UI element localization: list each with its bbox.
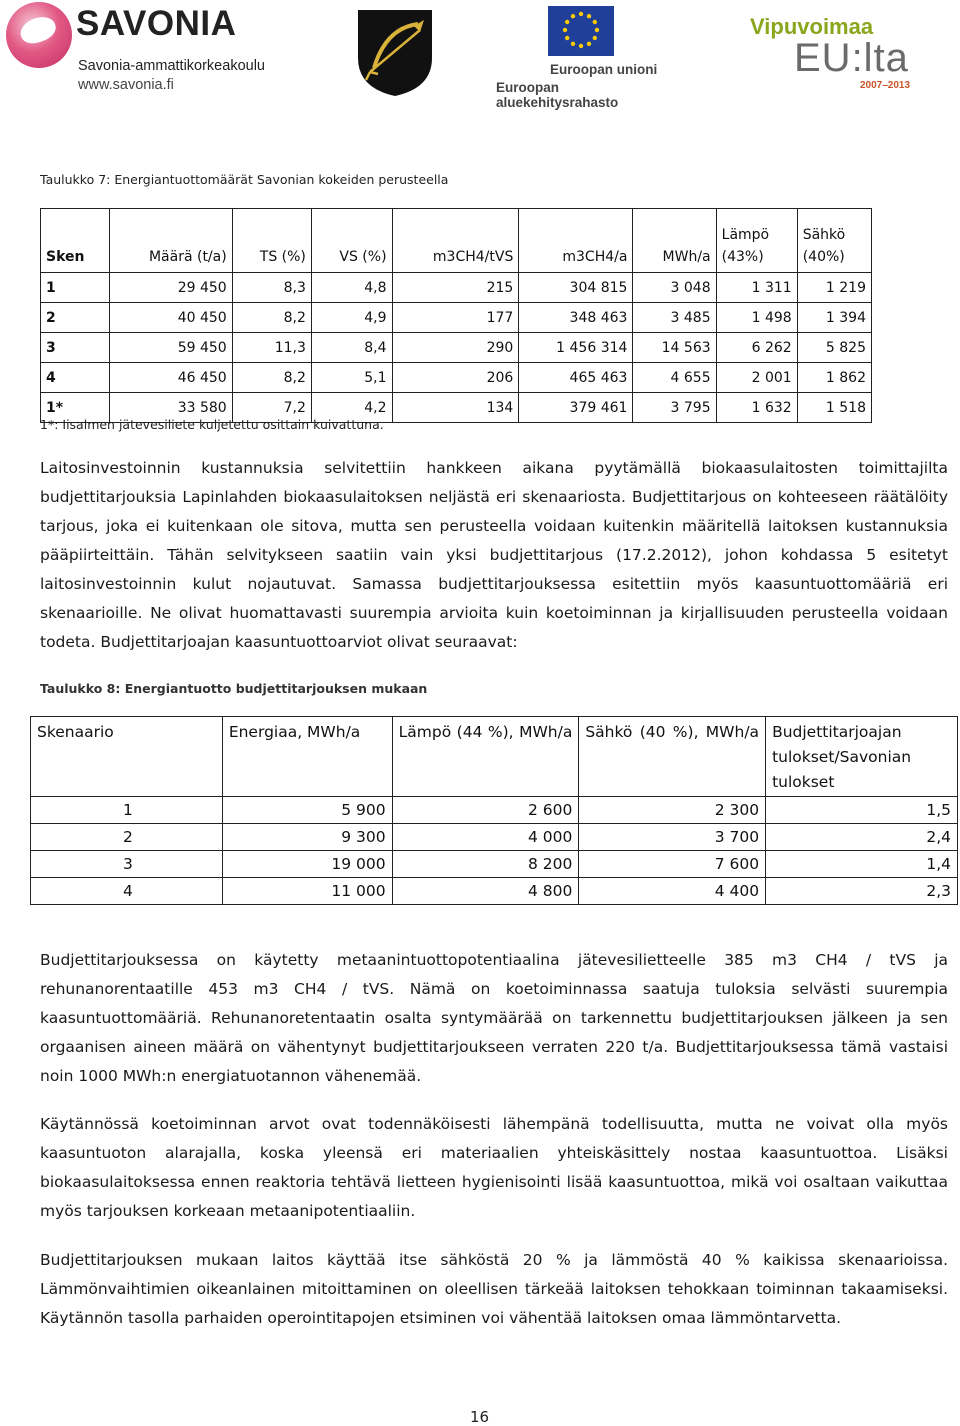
table-cell: 1 862 (797, 363, 871, 393)
table-cell: 2 300 (579, 797, 766, 824)
table-cell: 11 000 (222, 878, 392, 905)
table-cell: 1 (31, 797, 223, 824)
eu-fund-text: Euroopan aluekehitysrahasto (496, 80, 619, 110)
table-cell: 1,4 (766, 851, 958, 878)
table-row (41, 273, 872, 303)
table-cell: 29 450 (109, 273, 232, 303)
coat-of-arms-icon (356, 8, 434, 98)
eu-flag-icon (548, 6, 614, 56)
savonia-subtitle: Savonia-ammattikorkeakoulu (78, 58, 265, 74)
table-cell: 8,2 (232, 303, 311, 333)
table-cell: 4 800 (392, 878, 579, 905)
eu-logo (492, 4, 682, 110)
col-header (797, 209, 871, 273)
table-cell: 1 632 (716, 393, 797, 423)
table-cell: 11,3 (232, 333, 311, 363)
vip-eu: EU:lta (794, 36, 909, 80)
col-header (716, 209, 797, 273)
paragraph-1: Laitosinvestoinnin kustannuksia selvitettiin hankkeen aikana pyytämällä biokaasulaitosten toimittajilta budjettitarjouksia Lapinlahden biokaasulaitoksen neljästä eri skenaariosta. Budjettitarjous on kohteeseen räätälöity tarjous, joka ei kuitenkaan ole sitova, mutta sen perusteella voidaan kuitenkin määritellä laitoksen kustannuksia pääpiirteittäin. Tähän selvitykseen saatiin vain yksi budjettitarjous (17.2.2012), johon kohdassa 5 esitetyt laitosinvestoinnin kulut nojautuvat. Samassa budjettitarjouksessa esitettiin myös kaasuntuottomääriä eri skenaarioille. Ne olivat huomattavasti suurempia arvioita kuin koetoiminnan ja kirjallisuuden perusteella voidaan todeta. Budjettitarjoajan kaasuntuottoarviot olivat seuraavat: (40, 459, 948, 651)
table-cell: 3 048 (633, 273, 716, 303)
table-cell: 348 463 (519, 303, 633, 333)
table-cell: 8,3 (232, 273, 311, 303)
col-header-sub: (40%) (802, 249, 845, 265)
table-cell: 4 (31, 878, 223, 905)
col-header: Budjettitarjoajan tulokset/Savonian tulokset (766, 717, 958, 797)
table-cell: 19 000 (222, 851, 392, 878)
table2-caption: Taulukko 8: Energiantuotto budjettitarjouksen mukaan (40, 681, 428, 696)
table-cell: 7 600 (579, 851, 766, 878)
table-cell: 2,3 (766, 878, 958, 905)
table-cell: 1 498 (716, 303, 797, 333)
table1-note: 1*: Iisalmen jätevesiliete kuljetettu osittain kuivattuna. (40, 417, 384, 432)
table-cell: 5 900 (222, 797, 392, 824)
table-cell: 8 200 (392, 851, 579, 878)
paragraph-4: Budjettitarjouksen mukaan laitos käyttää itse sähköstä 20 % ja lämmöstä 40 % kaikissa skenaarioissa. Lämmönvaihtimien oikeanlainen mitoittaminen on oleellisen tärkeää laitoksen tehokkaan toiminnan takaamiseksi. Käytännön tasolla parhaiden operointitapojen etsiminen voi vähentää laitoksen omaa lämmöntarvetta. (40, 1251, 948, 1327)
energy-table-1 (40, 208, 872, 423)
table-cell: 1 518 (797, 393, 871, 423)
table-cell: 9 300 (222, 824, 392, 851)
table-cell: 1,5 (766, 797, 958, 824)
table-cell: 40 450 (109, 303, 232, 333)
page-number: 16 (470, 1408, 490, 1426)
table1-caption: Taulukko 7: Energiantuottomäärät Savonian kokeiden perusteella (40, 172, 449, 187)
table-cell: 304 815 (519, 273, 633, 303)
table-header-row (31, 717, 958, 797)
table-cell: 14 563 (633, 333, 716, 363)
table-cell: 59 450 (109, 333, 232, 363)
savonia-name: SAVONIA (76, 4, 237, 43)
col-header-sub: (43%) (721, 249, 764, 265)
vip-title: Vipuvoimaa (750, 14, 874, 39)
table-cell: 1 219 (797, 273, 871, 303)
col-header-main: Sähkö (802, 227, 846, 243)
savonia-logo (4, 2, 324, 102)
energy-table-2 (30, 716, 958, 905)
table-row (31, 824, 958, 851)
table-cell: 5,1 (311, 363, 392, 393)
table-row (41, 303, 872, 333)
table-cell: 3 (31, 851, 223, 878)
savonia-logo-icon (6, 2, 72, 68)
col-header: m3CH4/a (519, 209, 633, 273)
col-header: Lämpö (44 %), MWh/a (392, 717, 579, 797)
table-header-row (41, 209, 872, 273)
table-cell: 4 400 (579, 878, 766, 905)
col-header: MWh/a (633, 209, 716, 273)
savonia-url: www.savonia.fi (78, 77, 174, 93)
col-header: Sken (41, 209, 110, 273)
table-cell: 2 001 (716, 363, 797, 393)
table-cell: 379 461 (519, 393, 633, 423)
table-cell: 1* (41, 393, 110, 423)
table-cell: 4 (41, 363, 110, 393)
table-cell: 4,2 (311, 393, 392, 423)
table-cell: 3 (41, 333, 110, 363)
table-cell: 2 600 (392, 797, 579, 824)
col-header: m3CH4/tVS (392, 209, 519, 273)
col-header: Skenaario (31, 717, 223, 797)
col-header: TS (%) (232, 209, 311, 273)
paragraph-3: Käytännössä koetoiminnan arvot ovat todennäköisesti lähempänä todellisuutta, mutta ne voivat olla myös kaasuntuoton alarajalla, koska yleensä eri materiaalien yhteiskäsittely nostaa kaasuntuottoa. Lisäksi biokaasulaitoksessa ennen reaktoria tehtävä lietteen hygienisointi lisää kaasuntuottoa, mikä voi osaltaan vaikuttaa myös tarjouksen korkeaan metaanipotentiaaliin. (40, 1115, 948, 1220)
table-row (31, 851, 958, 878)
table-cell: 1 (41, 273, 110, 303)
table-cell: 290 (392, 333, 519, 363)
table-row (41, 363, 872, 393)
table-cell: 3 700 (579, 824, 766, 851)
vipuvoimaa-logo (750, 14, 960, 94)
table-cell: 8,2 (232, 363, 311, 393)
col-header: Sähkö (40 %), MWh/a (579, 717, 766, 797)
table-cell: 4,8 (311, 273, 392, 303)
col-header: VS (%) (311, 209, 392, 273)
table-cell: 4 000 (392, 824, 579, 851)
table-cell: 7,2 (232, 393, 311, 423)
table-cell: 1 456 314 (519, 333, 633, 363)
table-cell: 2,4 (766, 824, 958, 851)
table-cell: 4 655 (633, 363, 716, 393)
col-header: Määrä (t/a) (109, 209, 232, 273)
table-cell: 177 (392, 303, 519, 333)
table-cell: 3 795 (633, 393, 716, 423)
table-cell: 5 825 (797, 333, 871, 363)
table-cell: 465 463 (519, 363, 633, 393)
table-cell: 6 262 (716, 333, 797, 363)
table-cell: 2 (41, 303, 110, 333)
table-cell: 215 (392, 273, 519, 303)
table-cell: 8,4 (311, 333, 392, 363)
table-cell: 134 (392, 393, 519, 423)
paragraph-2: Budjettitarjouksessa on käytetty metaanintuottopotentiaalina jätevesilietteelle 385 m3 CH4 / tVS ja rehunanorentaatille 453 m3 CH4 / tVS. Nämä on koetoiminnassa saatuja tuloksia selvästi suurempia kaasuntuottomääriä. Rehunanoretentaatin osalta syntymäärää on tarkennettu budjettitarjouksen jälkeen ja sen orgaanisen aineen määrä on vähentynyt budjettitarjoukseen verraten 220 t/a. Budjettitarjouksessa tämä vastaisi noin 1000 MWh:n energiatuotannon vähenemää. (40, 951, 948, 1085)
col-header: Energiaa, MWh/a (222, 717, 392, 797)
eu-union-text: Euroopan unioni (550, 62, 658, 77)
table-cell: 2 (31, 824, 223, 851)
table-cell: 1 311 (716, 273, 797, 303)
table-cell: 1 394 (797, 303, 871, 333)
table-cell: 4,9 (311, 303, 392, 333)
table-cell: 33 580 (109, 393, 232, 423)
table-row (31, 797, 958, 824)
table-cell: 206 (392, 363, 519, 393)
table-cell: 46 450 (109, 363, 232, 393)
col-header-main: Lämpö (721, 227, 770, 243)
vip-years: 2007–2013 (860, 80, 911, 91)
table-row (41, 333, 872, 363)
table-row (31, 878, 958, 905)
table-cell: 3 485 (633, 303, 716, 333)
